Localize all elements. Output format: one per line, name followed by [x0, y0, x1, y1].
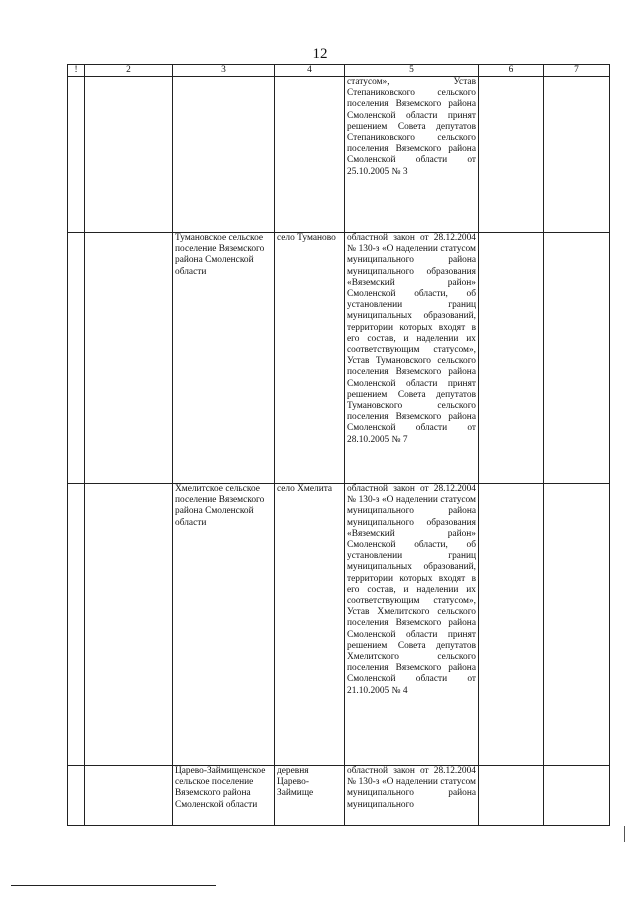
table-cell	[68, 766, 85, 826]
table-cell	[68, 484, 85, 766]
table-cell	[479, 77, 544, 233]
legal-basis-cell: областной закон от 28.12.2004 № 130-з «О наделении статусом муниципального района муниципального образования «Вяземский район» Смоленской области, об установлении границ муниципальных образований, территории которых входят в его состав, и наделении их соответствующим статусом», Устав Хмелитского сельского поселения Вяземского района Смоленской области принят решением Совета депутатов Хмелитского сельского поселения Вяземского района Смоленской области от 21.10.2005 № 4	[345, 484, 479, 766]
column-header: 3	[173, 65, 275, 77]
margin-mark	[624, 826, 625, 842]
column-header: !	[68, 65, 85, 77]
table-row	[68, 766, 610, 826]
settlement-name-cell	[173, 77, 275, 233]
column-header: 7	[544, 65, 610, 77]
legal-basis-cell: статусом», Устав Степаниковского сельского поселения Вяземского района Смоленской области принят решением Совета депутатов Степаниковского сельского поселения Вяземского района Смоленской области от 25.10.2005 № 3	[345, 77, 479, 233]
table-cell	[85, 484, 173, 766]
legal-basis-cell: областной закон от 28.12.2004 № 130-з «О наделении статусом муниципального района муниципального образования «Вяземский район» Смоленской области, об установлении границ муниципальных образований, территории которых входят в его состав, и наделении их соответствующим статусом», Устав Тумановского сельского поселения Вяземского района Смоленской области принят решением Совета депутатов Тумановского сельского поселения Вяземского района Смоленской области от 28.10.2005 № 7	[345, 233, 479, 484]
legal-basis-cell: областной закон от 28.12.2004 № 130-з «О наделении статусом муниципального района муниципального	[345, 766, 479, 826]
settlement-name-cell: Тумановское сельское поселение Вяземского района Смоленской области	[173, 233, 275, 484]
admin-center-cell	[275, 77, 345, 233]
admin-center-cell: деревня Царево-Займище	[275, 766, 345, 826]
settlement-name-cell: Царево-Займищенское сельское поселение Вяземского района Смоленской области	[173, 766, 275, 826]
table-cell	[68, 233, 85, 484]
table-cell	[479, 484, 544, 766]
table-cell	[544, 233, 610, 484]
table-row	[68, 77, 610, 233]
table-cell	[85, 233, 173, 484]
table-cell	[479, 233, 544, 484]
column-header: 2	[85, 65, 173, 77]
column-header: 6	[479, 65, 544, 77]
footnote-rule	[11, 885, 216, 886]
table-row	[68, 233, 610, 484]
admin-center-cell: село Хмелита	[275, 484, 345, 766]
table-row	[68, 484, 610, 766]
table-cell	[68, 77, 85, 233]
page-number: 12	[312, 46, 328, 62]
table-cell	[85, 77, 173, 233]
column-header: 4	[275, 65, 345, 77]
table-cell	[544, 766, 610, 826]
table-header-row	[68, 65, 610, 77]
admin-center-cell: село Туманово	[275, 233, 345, 484]
settlement-name-cell: Хмелитское сельское поселение Вяземского района Смоленской области	[173, 484, 275, 766]
table-cell	[479, 766, 544, 826]
table-cell	[544, 484, 610, 766]
table-cell	[85, 766, 173, 826]
column-header: 5	[345, 65, 479, 77]
table-cell	[544, 77, 610, 233]
districts-table	[67, 64, 610, 826]
